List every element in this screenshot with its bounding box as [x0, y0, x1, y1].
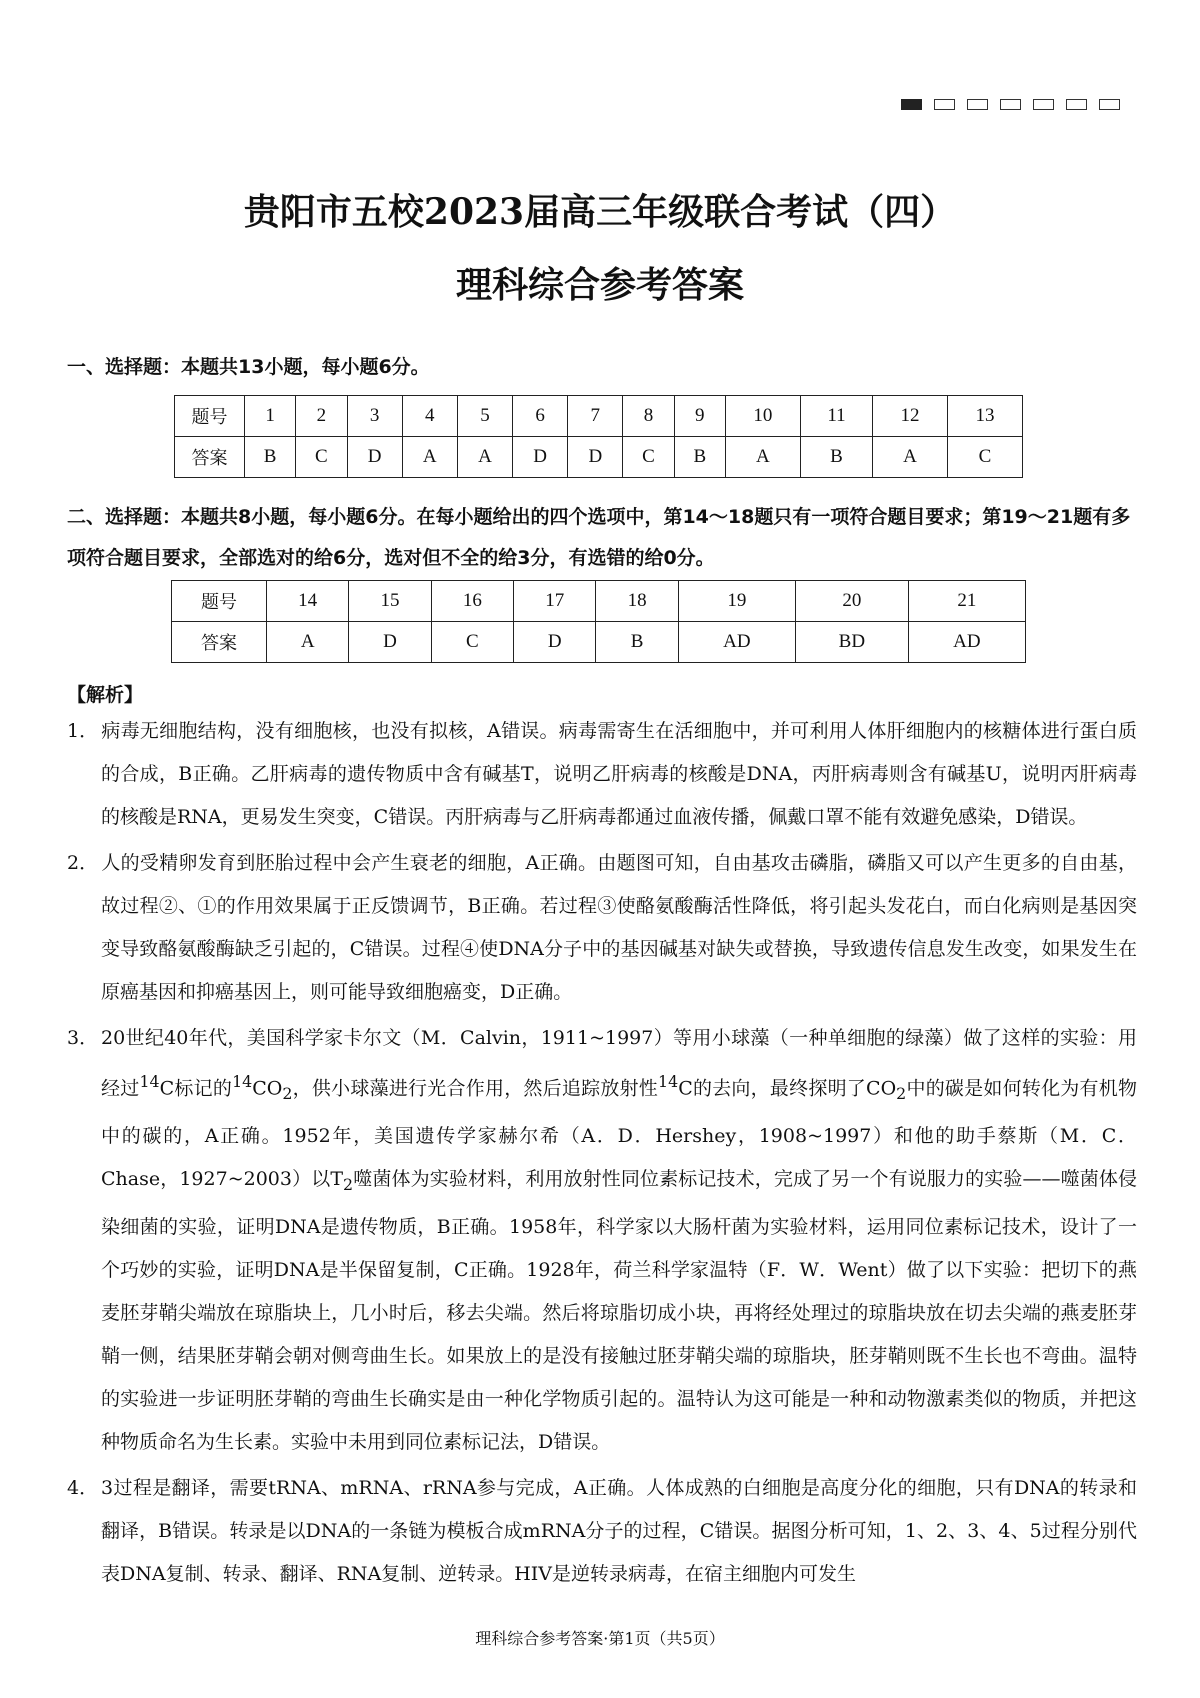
table-cell-answer: B — [674, 437, 725, 478]
formula-subscript: 2 — [343, 1174, 354, 1194]
table-cell-answer: D — [514, 622, 596, 663]
table-cell-answer: B — [596, 622, 678, 663]
table-cell-answer: C — [623, 437, 674, 478]
table-cell-answer: A — [457, 437, 512, 478]
answer-table-1 — [174, 395, 1023, 478]
table-row-answers — [172, 622, 1026, 663]
table-cell-number: 15 — [349, 581, 431, 622]
item-text: 噬菌体为实验材料，利用放射性同位素标记技术，完成了另一个有说服力的实验——噬菌体侵染细菌的实验，证明DNA是遗传物质，B正确。1958年，科学家以大肠杆菌为实验材料，运用同位素标记技术，设计了一个巧妙的实验，证明DNA是半保留复制，C正确。1928年，荷兰科学家温特（F．W．Went）做了以下实验：把切下的燕麦胚芽鞘尖端放在琼脂块上，几小时后，移去尖端。然后将琼脂切成小块，再将经处理过的琼脂块放在切去尖端的燕麦胚芽鞘一侧，结果胚芽鞘会朝对侧弯曲生长。如果放上的是没有接触过胚芽鞘尖端的琼脂块，胚芽鞘则既不生长也不弯曲。温特的实验进一步证明胚芽鞘的弯曲生长确实是由一种化学物质引起的。温特认为这可能是一种和动物激素类似的物质，并把这种物质命名为生长素。实验中未用到同位素标记法，D错误。 — [101, 1168, 1137, 1453]
page-indicator-mark — [1099, 99, 1120, 110]
item-text: C的去向，最终探明了CO — [678, 1077, 897, 1100]
table-cell-answer: B — [245, 437, 296, 478]
page-indicator-mark — [1066, 99, 1087, 110]
page-indicator-mark — [967, 99, 988, 110]
item-text: ，供小球藻进行光合作用，然后追踪放射性 — [292, 1077, 659, 1100]
item-number: 1． — [67, 720, 99, 742]
table-cell-number: 1 — [245, 396, 296, 437]
page-indicator-mark — [934, 99, 955, 110]
list-item — [67, 842, 1137, 1014]
item-text: 3过程是翻译，需要tRNA、mRNA、rRNA参与完成，A正确。人体成熟的白细胞是高度分化的细胞，只有DNA的转录和翻译，B错误。转录是以DNA的一条链为模板合成mRNA分子的过程，C错误。据图分析可知，1、2、3、4、5过程分别代表DNA复制、转录、翻译、RNA复制、逆转录。HIV是逆转录病毒，在宿主细胞内可发生 — [101, 1476, 1137, 1585]
table-cell-number: 7 — [568, 396, 623, 437]
table-cell-answer: C — [431, 622, 513, 663]
table-cell-number: 18 — [596, 581, 678, 622]
table-cell-number: 6 — [513, 396, 568, 437]
table-header-number: 题号 — [172, 581, 267, 622]
table-row-numbers — [172, 581, 1026, 622]
table-cell-answer: A — [267, 622, 349, 663]
table-cell-answer: D — [513, 437, 568, 478]
table-cell-number: 20 — [795, 581, 908, 622]
table-cell-number: 12 — [873, 396, 948, 437]
item-text: 20世纪40年代，美国科学家卡尔文（M．Calvin，1911~1997）等用小球藻（一种单细胞的绿藻）做了这样的实验：用经过 — [101, 1027, 1137, 1100]
table-cell-answer: D — [347, 437, 402, 478]
table-cell-number: 8 — [623, 396, 674, 437]
formula-subscript: 2 — [896, 1084, 907, 1104]
table-cell-number: 17 — [514, 581, 596, 622]
table-row-answers — [175, 437, 1023, 478]
list-item — [67, 1467, 1137, 1596]
table-header-answer: 答案 — [175, 437, 245, 478]
table-cell-number: 14 — [267, 581, 349, 622]
table-cell-number: 16 — [431, 581, 513, 622]
table-cell-number: 3 — [347, 396, 402, 437]
item-text: 病毒无细胞结构，没有细胞核，也没有拟核，A错误。病毒需寄生在活细胞中，并可利用人体肝细胞内的核糖体进行蛋白质的合成，B正确。乙肝病毒的遗传物质中含有碱基T，说明乙肝病毒的核酸是DNA，丙肝病毒则含有碱基U，说明丙肝病毒的核酸是RNA，更易发生突变，C错误。丙肝病毒与乙肝病毒都通过血液传播，佩戴口罩不能有效避免感染，D错误。 — [101, 720, 1137, 828]
section2-instructions: 二、选择题：本题共8小题，每小题6分。在每小题给出的四个选项中，第14～18题只有一项符合题目要求；第19～21题有多项符合题目要求，全部选对的给6分，选对但不全的给3分，有选错的给0分。 — [67, 506, 1131, 569]
section1-label — [67, 352, 430, 379]
table-row-numbers — [175, 396, 1023, 437]
table-cell-answer: D — [568, 437, 623, 478]
table-cell-number: 4 — [402, 396, 457, 437]
table-cell-answer: A — [402, 437, 457, 478]
page-indicator-mark — [1033, 99, 1054, 110]
page-indicator-mark — [1000, 99, 1021, 110]
formula-subscript: 2 — [282, 1084, 293, 1104]
list-item — [67, 1017, 1137, 1464]
item-text: CO — [252, 1077, 283, 1100]
table-cell-answer: A — [725, 437, 800, 478]
table-cell-answer: AD — [678, 622, 795, 663]
item-text: C标记的 — [159, 1077, 233, 1100]
section1-label-rest: 本题共13小题，每小题6分。 — [181, 356, 430, 378]
table-cell-number: 10 — [725, 396, 800, 437]
table-cell-number: 2 — [296, 396, 347, 437]
table-cell-answer: C — [948, 437, 1023, 478]
document-title: 贵阳市五校2023届高三年级联合考试（四） — [243, 191, 957, 233]
table-cell-number: 21 — [908, 581, 1025, 622]
table-cell-number: 5 — [457, 396, 512, 437]
page-indicator — [901, 99, 1120, 110]
item-text: 人的受精卵发育到胚胎过程中会产生衰老的细胞，A正确。由题图可知，自由基攻击磷脂，磷脂又可以产生更多的自由基，故过程②、①的作用效果属于正反馈调节，B正确。若过程③使酪氨酸酶活性降低，将引起头发花白，而白化病则是基因突变导致酪氨酸酶缺乏引起的，C错误。过程④使DNA分子中的基因碱基对缺失或替换，导致遗传信息发生改变，如果发生在原癌基因和抑癌基因上，则可能导致细胞癌变，D正确。 — [101, 852, 1137, 1003]
table-cell-answer: BD — [795, 622, 908, 663]
item-number: 2． — [67, 852, 99, 874]
page-indicator-mark-current — [901, 99, 922, 110]
page-footer: 理科综合参考答案·第1页（共5页） — [475, 1629, 725, 1648]
item-text: 中的碳是如何转化为有机物中的碳的，A正确。1952年，美国遗传学家赫尔希（A．D．Hershey，1908~1997）和他的助手蔡斯（M．C．Chase，1927~2003）以T — [101, 1077, 1137, 1191]
table-header-answer: 答案 — [172, 622, 267, 663]
document-subtitle: 理科综合参考答案 — [455, 264, 744, 306]
analysis-heading: 【解析】 — [67, 684, 144, 706]
table-header-number: 题号 — [175, 396, 245, 437]
analysis-list — [67, 710, 1137, 1599]
table-cell-number: 11 — [800, 396, 872, 437]
isotope-superscript: 14 — [139, 1072, 160, 1091]
answer-table-2 — [171, 580, 1026, 663]
list-item — [67, 710, 1137, 839]
item-number: 4． — [67, 1476, 99, 1499]
table-cell-answer: B — [800, 437, 872, 478]
section1-label-bold: 一、选择题： — [67, 356, 182, 378]
table-cell-number: 9 — [674, 396, 725, 437]
table-cell-answer: AD — [908, 622, 1025, 663]
isotope-superscript: 14 — [658, 1072, 679, 1091]
table-cell-answer: A — [873, 437, 948, 478]
table-cell-answer: C — [296, 437, 347, 478]
table-cell-answer: D — [349, 622, 431, 663]
item-number: 3． — [67, 1027, 99, 1049]
isotope-superscript: 14 — [232, 1072, 253, 1091]
table-cell-number: 19 — [678, 581, 795, 622]
table-cell-number: 13 — [948, 396, 1023, 437]
